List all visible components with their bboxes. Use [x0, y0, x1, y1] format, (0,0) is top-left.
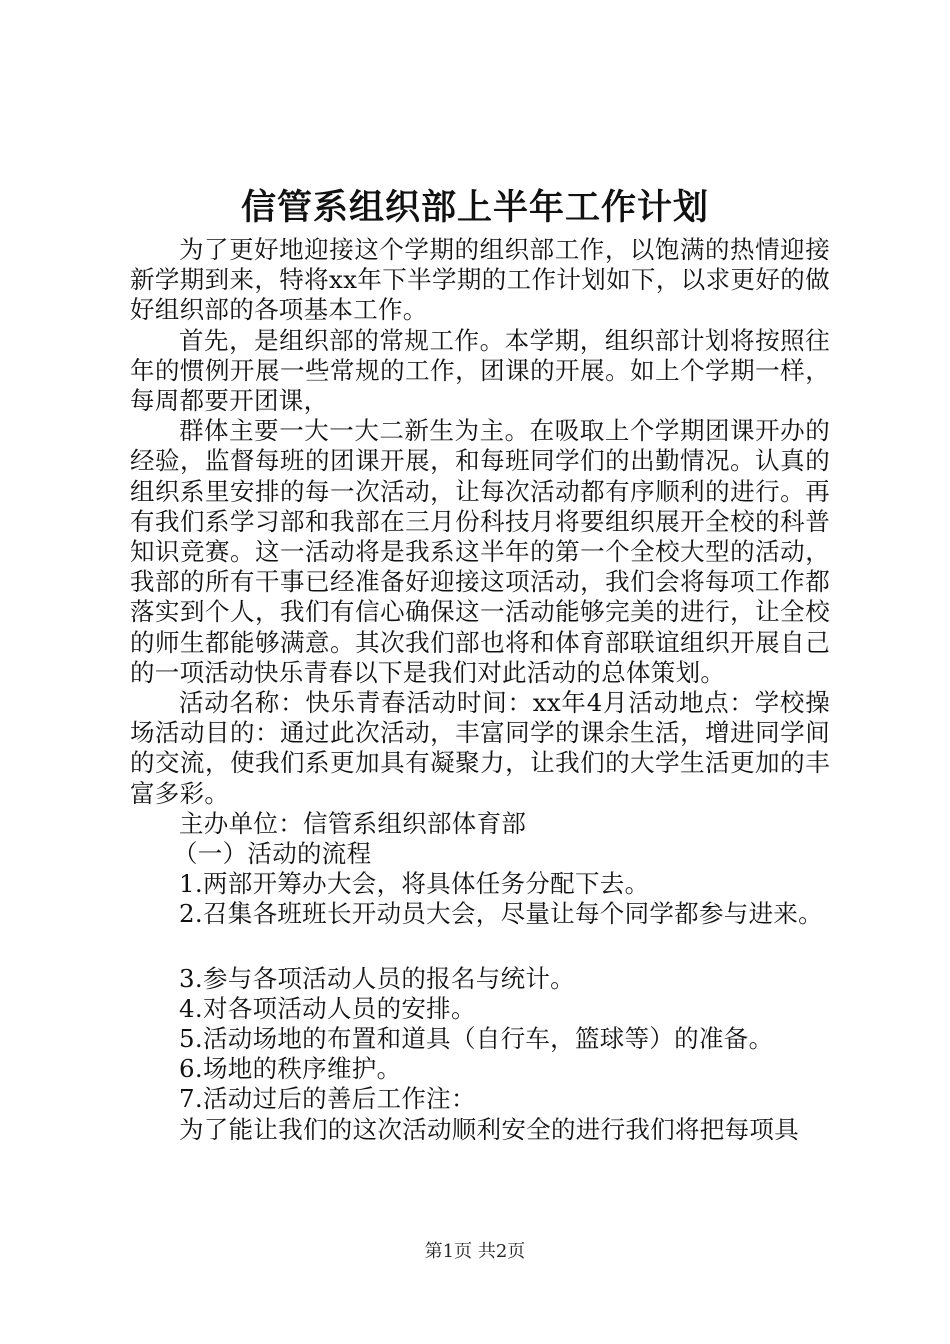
paragraph-intro: 为了更好地迎接这个学期的组织部工作，以饱满的热情迎接新学期到来，特将xx年下半学期的工作计划如下，以求更好的做好组织部的各项基本工作。	[130, 235, 830, 325]
organizer-line: 主办单位：信管系组织部体育部	[179, 808, 527, 838]
closing-line: 为了能让我们的这次活动顺利安全的进行我们将把每项具	[179, 1114, 799, 1144]
paragraph-routine-work: 首先，是组织部的常规工作。本学期，组织部计划将按照往年的惯例开展一些常规的工作，团课的开展。如上个学期一样，每周都要开团课，	[130, 325, 830, 416]
document-body	[130, 235, 830, 1145]
step-item: 6.场地的秩序维护。	[179, 1054, 402, 1084]
paragraph-activities: 群体主要一大一大二新生为主。在吸取上个学期团课开办的经验，监督每班的团课开展，和每班同学们的出勤情况。认真的组织系里安排的每一次活动，让每次活动都有序顺利的进行。再有我们系学习部和我部在三月份科技月将要组织展开全校的科普知识竞赛。这一活动将是我系这半年的第一个全校大型的活动，我部的所有干事已经准备好迎接这项活动，我们会将每项工作都落实到个人，我们有信心确保这一活动能够完美的进行，让全校的师生都能够满意。其次我们部也将和体育部联谊组织开展自己的一项活动快乐青春以下是我们对此活动的总体策划。	[130, 416, 830, 687]
process-heading: （一）活动的流程	[173, 839, 372, 869]
step-item: 7.活动过后的善后工作注：	[179, 1084, 476, 1114]
step-item: 1.两部开筹办大会，将具体任务分配下去。	[179, 869, 650, 899]
blank-line	[130, 930, 830, 964]
step-item: 2.召集各班班长开动员大会，尽量让每个同学都参与进来。	[179, 899, 823, 929]
document-title: 信管系组织部上半年工作计划	[240, 187, 709, 228]
step-item: 3.参与各项活动人员的报名与统计。	[179, 963, 575, 993]
page-number-footer: 第1页 共2页	[424, 1241, 526, 1262]
paragraph-event-details: 活动名称：快乐青春活动时间：xx年4月活动地点：学校操场活动目的：通过此次活动，丰富同学的课余生活，增进同学间的交流，使我们系更加具有凝聚力，让我们的大学生活更加的丰富多彩。	[130, 688, 830, 808]
step-item: 5.活动场地的布置和道具（自行车，篮球等）的准备。	[179, 1024, 774, 1054]
step-item: 4.对各项活动人员的安排。	[179, 993, 476, 1023]
